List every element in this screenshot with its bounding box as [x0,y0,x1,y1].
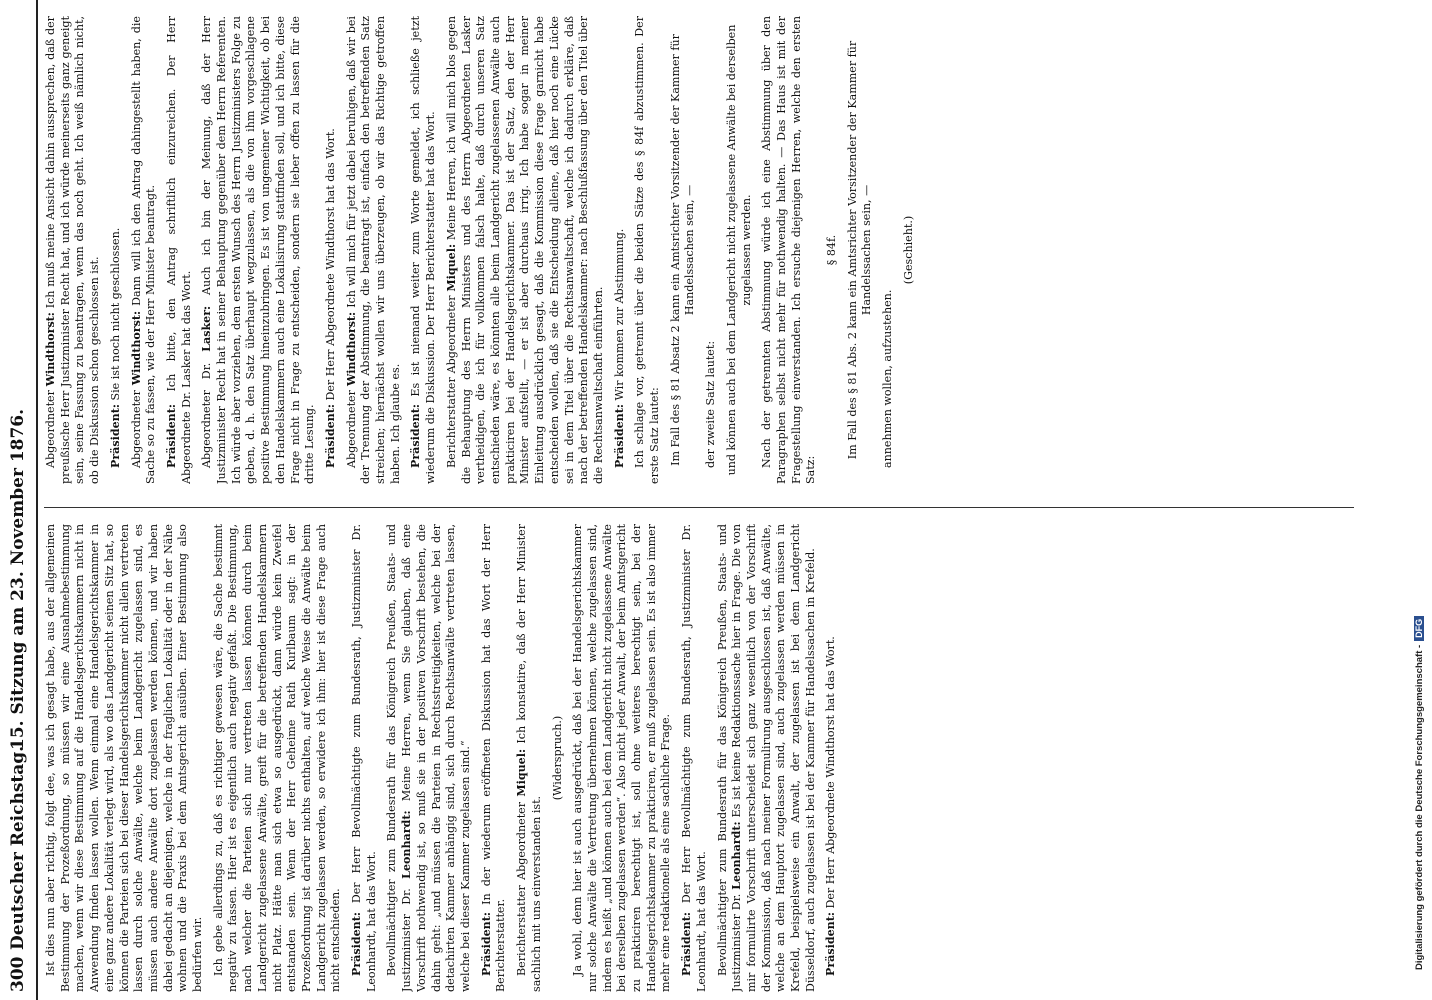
speech-text: Meine Herren, wenn Sie glauben, daß eine Vorschrift nothwendig ist, so muß sie in der positiven Vorschrift bestehen, die dahin geht: „und müssen die Parteien in Rechtsstreitigkeiten, welche bei der detachirten Kammer anhängig sind, sich durch Rechtsanwälte vertreten lassen, welche bei dieser Kammer zugelassen sind.“ [400,524,472,992]
speech [130,16,159,484]
speech [716,524,819,992]
speaker-name: Präsident: [612,404,626,468]
speech [385,524,473,992]
speech-text: Ich will mich für jetzt dabei beruhigen, daß wir bei der Trennung der Abstimmung, die beantragt ist, einfach den betreffenden Satz streichen; hiernächst wollen wir uns überzeugen, ob wir das Richtige getroffen haben. Ich glaube es. [344,16,402,484]
speech-text: Ich konstatire, daß der Herr Minister sachlich mit uns einverstanden ist. [515,524,543,992]
speaker-name: Leonhardt: [400,810,414,879]
journal-title: Deutscher Reichstag. [8,745,28,950]
speaker-name: Windthorst: [129,310,143,386]
speech-text: Ich bitte, den Antrag schriftlich einzureichen. Der Herr Abgeordnete Dr. Lasker hat das Wort. [164,16,193,484]
speaker-name: Präsident: [323,404,337,468]
president-remark [324,16,339,484]
speaker-title: Abgeordneter [344,390,358,468]
speech-text: Es ist niemand weiter zum Worte gemeldet, ich schließe jetzt wiederum die Diskussion. Der Herr Berichterstatter hat das Wort. [409,16,438,484]
left-column [44,524,1360,992]
speech-text: Der Herr Abgeordnete Windthorst hat das Wort. [323,128,337,401]
speech [200,16,318,484]
speaker-title: Berichterstatter Abgeordneter [515,801,529,976]
speaker-name: Präsident: [409,404,423,468]
speaker-title: Abgeordneter [129,390,143,468]
president-remark [824,524,839,992]
speech-text: Auch ich bin der Meinung, daß der Herr Justizminister Recht hat in seiner Behauptung gegenüber dem Herrn Referenten. Ich würde aber vorziehen, dem ersten Wunsch des Herrn Justizministers Folge zu geben, d. h. den Satz überhaupt wegzulassen, als die von ihm vorgeschlagene positive Bestimmung hineinzubringen. Es ist von ungemeiner Wichtigkeit, ob bei den Handelskammern auch eine Lokalisirung stattfinden soll, und ich bitte, diese Frage nicht in Frage zu entscheiden, sondern sie lieber offen zu lassen für die dritte Lesung. [200,16,317,484]
page-header [0,0,40,1000]
interjection: (Geschieht.) [901,215,915,285]
quoted-clause: Im Fall des § 81 Abs. 2 kann ein Amtsrichter Vorsitzender der Kammer für Handelssachen sein, — [845,40,874,460]
session-title: 15. Sitzung am 23. November 1876. [8,408,28,750]
right-column [44,16,1360,484]
speaker-title: Bevollmächtigter zum Bundesrath für das Königreich Preußen, Staats- und Justizminister Dr. [385,524,414,992]
speaker-name: Windthorst: [344,311,358,387]
president-remark [109,16,124,484]
digitization-credit [1414,0,1425,970]
speaker-name: Präsident: [479,912,493,976]
speaker-title: Abgeordneter [44,390,57,468]
speaker-title: Bevollmächtigter zum Bundesrath für das Königreich Preußen, Staats- und Justizminister Dr. [715,524,744,992]
speech-text: In der wiederum eröffneten Diskussion hat das Wort der Herr Berichterstatter. [479,524,508,992]
speech [345,16,404,484]
speech [445,16,607,484]
speaker-name: Miquel: [444,243,458,292]
paragraph: Ist dies nun aber richtig, folgt dee, was ich gesagt habe, aus der allgemeinen Bestimmung der Prozeßordnung, so müssen wir eine Ausnahmebestimmung machen, wenn wir diese Bestimmung auf die Handelsgerichtskammern nicht in Anwendung finden lassen wollen. Wenn einmal eine Handelsgerichtskammer in eine ganz andere Lokalität verlegt wird, als wo das Landgericht seinen Sitz hat, so können die Parteien sich bei dieser Handelsgerichtskammer nicht allein vertreten lassen durch solche Anwälte, welche beim Landgericht zugelassen sind, es müssen auch andere Anwälte dort zugelassen werden können, und wir haben dabei gedacht an diejenigen, welche in der fraglichen Lokalität oder in der Nähe wohnen und die Praxis bei dem Amtsgericht ausüben. Einer Bestimmung also bedürfen wir. [44,524,205,992]
president-remark [409,16,438,484]
speaker-name: Präsident: [350,912,364,976]
speaker-name: Lasker: [200,305,214,352]
speaker-name: Windthorst: [44,312,57,387]
speech [44,16,103,484]
quoted-clause: und können auch bei dem Landgericht nicht zugelassene Anwälte bei derselben zugelassen werden. [724,24,753,476]
paragraph: der zweite Satz lautet: [704,340,718,468]
president-remark [165,16,194,484]
paragraph: annehmen wollen, aufzustehen. [881,289,895,468]
section-reference: § 84f. [825,234,839,266]
speaker-name: Präsident: [824,912,838,976]
speaker-name: Präsident: [108,404,122,468]
president-remark [480,524,509,992]
speaker-title: Abgeordneter Dr. [200,362,214,468]
speech-text: Es ist keine Redaktionssache hier in Frage. Die von mir formulirte Vorschrift unterscheidet sich ganz wesentlich von der Vorschrift der Kommission, daß nach meiner Formulirung ausgeschlossen ist, daß Anwälte, welche an dem Hauptort zugelassen sind, auch zugelassen werden müssen in Krefeld, beispielsweise ein Anwalt, der zugelassen ist bei dem Landgericht Düsseldorf, auch zugelassen ist bei der Kammer für Handelssachen in Krefeld. [730,524,817,992]
paragraph: Ja wohl, denn hier ist auch ausgedrückt, daß bei der Handelsgerichtskammer nur solche Anwälte die Vertretung übernehmen können, welche zugelassen sind, indem es heißt „und können auch bei dem Landgericht nicht zugelassene Anwälte bei derselben zugelassen werden“. Also nicht jeder Anwalt, der beim Amtsgericht zu prakticiren berechtigt ist, soll ohne weiteres berechtigt sein, bei der Handelsgerichtskammer zu prakticiren, er muß zugelassen sein. Es ist also immer mehr eine redaktionelle als eine sachliche Frage. [571,524,673,992]
header-rule [36,0,38,1000]
dfg-logo: DFG [1414,616,1424,641]
speech-text: Meine Herren, ich will mich blos gegen die Behauptung des Herrn Ministers und des Herrn Abgeordneten Lasker vertheidigen, die ich für vollkommen falsch halte, daß durch unseren Satz entschieden wäre, es könnten alle beim Landgericht zugelassenen Anwälte auch prakticiren bei der Handelsgerichtskammer. Das ist der Satz, den der Herr Minister aufstellt, — er ist aber durchaus irrig. Ich habe sogar in meiner Einleitung ausdrücklich gesagt, daß die Kommission diese Frage garnicht habe entscheiden wollen, daß sie die Entscheidung alleine, daß hier noch eine Lücke sei in dem Titel über die Rechtsanwaltschaft, welche ich dadurch erkläre, daß nach der betreffenden Handelskammer: nach Beschlußfassung über den Titel über die Rechtsanwaltschaft einführten. [444,16,605,484]
speaker-name: Miquel: [515,748,529,797]
president-remark [350,524,379,992]
speech-text: Wir kommen zur Abstimmung. [612,228,626,401]
interjection: (Widerspruch.) [550,715,564,801]
paragraph: Nach der getrennten Abstimmung würde ich eine Abstimmung über den Paragraphen selbst nicht mehr für nothwendig halten. — Das Haus ist mit der Fragestellung einverstanden. Ich ersuche diejenigen Herren, welche den ersten Satz: [760,16,818,484]
column-separator [44,507,1354,508]
speaker-title: Berichterstatter Abgeordneter [444,295,458,468]
speech-text: Dann will ich den Antrag dahingestellt haben, die Sache so zu fassen, wie der Herr Minister beantragt. [129,16,158,484]
paragraph: Ich schlage vor, getrennt über die beiden Sätze des § 84f abzustimmen. Der erste Satz lautet: [633,16,662,484]
president-remark [680,524,709,992]
credit-text: Digitalisierung gefördert durch die Deutsche Forschungsgemeinschaft - [1414,644,1425,970]
quoted-clause: Im Fall des § 81 Absatz 2 kann ein Amtsrichter Vorsitzender der Kammer für Handelssachen sein, — [668,34,697,466]
speaker-name: Leonhardt: [730,821,744,890]
page-number: 300 [8,956,28,992]
speaker-name: Präsident: [680,912,694,976]
speech [515,524,544,992]
speech-text: Ich muß meine Ansicht dahin aussprechen, daß der preußische Herr Justizminister Recht hat, und ich würde meinerseits ganz geneigt sein, seine Fassung zu beantragen, wenn das noch geht. Ich weiß nämlich nicht, ob die Diskussion schon geschlossen ist. [44,16,102,484]
speech-text: Sie ist noch nicht geschlossen. [108,227,122,401]
paragraph: Ich gebe allerdings zu, daß es richtiger gewesen wäre, die Sache bestimmt negativ zu fassen. Hier ist es eigentlich auch negativ gefaßt. Die Bestimmung, nach welcher die Parteien sich nur vertreten lassen können durch beim Landgericht zugelassene Anwälte, greift für die betreffenden Handelskammern nicht Platz. Hätte man sich etwa so ausgedrückt, dann würde kein Zweifel entstanden sein. Wenn der Herr Geheime Rath Kurlbaum sagt: in der Prozeßordnung ist darüber nichts enthalten, auf welche Weise die Anwälte beim Landgericht zugelassen werden, so erwidere ich ihm: hier ist diese Frage auch nicht entschieden. [211,524,343,992]
speech-text: Der Herr Bevollmächtigte zum Bundesrath, Justizminister Dr. Leonhardt, hat das Wort. [350,524,378,992]
speaker-name: Präsident: [164,404,178,468]
president-remark [613,16,628,484]
speech-text: Der Herr Bevollmächtigte zum Bundesrath, Justizminister Dr. Leonhardt, hat das Wort. [680,524,708,992]
speech-text: Der Herr Abgeordnete Windthorst hat das Wort. [824,636,838,909]
